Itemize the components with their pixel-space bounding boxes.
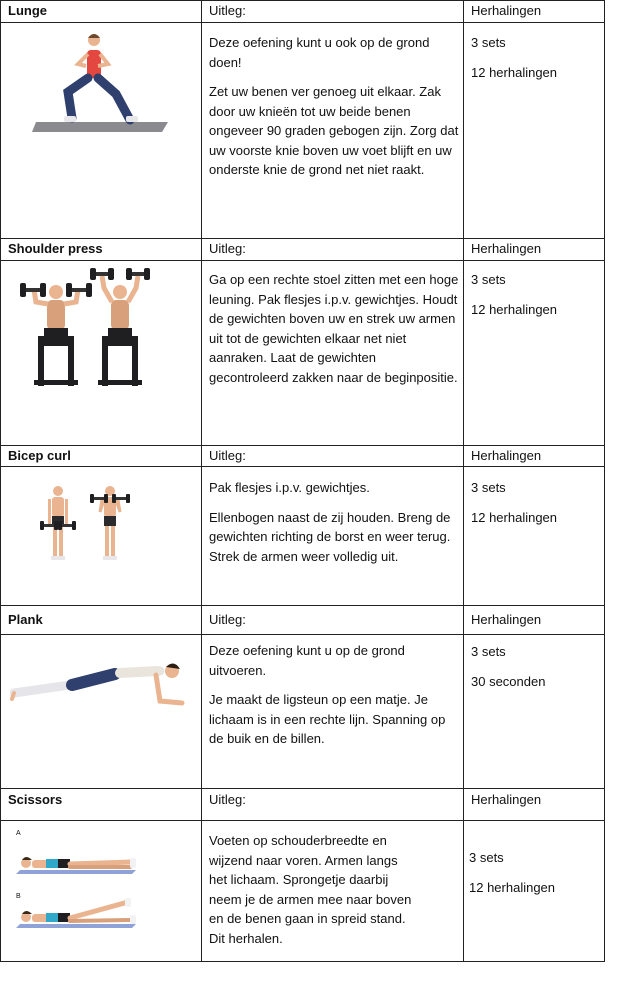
exercise-name: Plank bbox=[8, 612, 43, 627]
figure-label-b: B bbox=[16, 893, 21, 900]
exercise-reps bbox=[471, 642, 545, 702]
reps-header: Herhalingen bbox=[471, 3, 542, 18]
reps-value: 12 herhalingen bbox=[471, 510, 558, 525]
uitleg-header: Uitleg: bbox=[209, 612, 246, 627]
column-divider bbox=[201, 0, 202, 962]
row-divider bbox=[0, 260, 605, 261]
figure-label-a: A bbox=[16, 830, 21, 837]
exercise-name: Bicep curl bbox=[8, 448, 71, 463]
sets-value: 3 sets bbox=[471, 644, 506, 659]
plank-illustration bbox=[10, 655, 190, 713]
exercise-description bbox=[209, 33, 459, 190]
row-divider bbox=[0, 22, 605, 23]
description-paragraph: Zet uw benen ver genoeg uit elkaar. Zak door uw knieën tot uw beide benen ongeveer 90 graden gebogen zijn. Zorg dat uw voorste knie boven uw voet blijft en uw onderste knie de grond net niet raakt. bbox=[209, 84, 459, 177]
exercise-name: Scissors bbox=[8, 792, 63, 807]
row-divider bbox=[0, 466, 605, 467]
scissors-illustration bbox=[12, 842, 142, 932]
reps-header: Herhalingen bbox=[471, 448, 542, 463]
reps-value: 30 seconden bbox=[471, 674, 546, 689]
reps-header: Herhalingen bbox=[471, 241, 542, 256]
reps-header: Herhalingen bbox=[471, 792, 542, 807]
row-divider bbox=[0, 445, 605, 446]
description-paragraph: Ellenbogen naast de zij houden. Breng de gewichten richting de borst en weer terug. Strek de armen weer volledig uit. bbox=[209, 509, 451, 564]
reps-value: 12 herhalingen bbox=[471, 65, 558, 80]
sets-value: 3 sets bbox=[469, 850, 504, 865]
reps-value: 12 herhalingen bbox=[469, 880, 556, 895]
reps-value: 12 herhalingen bbox=[471, 302, 558, 317]
row-divider bbox=[0, 788, 605, 789]
uitleg-header: Uitleg: bbox=[209, 792, 246, 807]
bicep-curl-illustration bbox=[36, 484, 136, 564]
table-border-top bbox=[0, 0, 605, 1]
exercise-reps bbox=[469, 848, 555, 908]
description-paragraph: Pak flesjes i.p.v. gewichtjes. bbox=[209, 480, 370, 495]
description-paragraph: Voeten op schouderbreedte en wijzend naar voren. Armen langs het lichaam. Sprongetje daarbij neem je de armen mee naar boven en de benen gaan in spreid stand. Dit herhalen. bbox=[209, 833, 412, 946]
table-border-bottom bbox=[0, 961, 605, 962]
sets-value: 3 sets bbox=[471, 272, 506, 287]
table-border-right bbox=[604, 0, 605, 962]
row-divider bbox=[0, 238, 605, 239]
lunge-illustration bbox=[30, 30, 175, 138]
shoulder-press-illustration bbox=[14, 268, 152, 392]
uitleg-header: Uitleg: bbox=[209, 241, 246, 256]
exercise-reps bbox=[471, 33, 557, 93]
uitleg-header: Uitleg: bbox=[209, 448, 246, 463]
exercise-name: Lunge bbox=[8, 3, 47, 18]
description-paragraph: Deze oefening kunt u op de grond uitvoeren. bbox=[209, 643, 405, 678]
column-divider bbox=[463, 0, 464, 962]
exercise-name: Shoulder press bbox=[8, 241, 103, 256]
exercise-description bbox=[209, 270, 459, 397]
sets-value: 3 sets bbox=[471, 480, 506, 495]
table-border-left bbox=[0, 0, 1, 962]
description-paragraph: Ga op een rechte stoel zitten met een hoge leuning. Pak flesjes i.p.v. gewichtjes. Houdt de gewichten boven uw en strek uw armen uit tot de gewichten elkaar net niet aanraken. Laat de gewichten gecontroleerd zakken naar de beginpositie. bbox=[209, 272, 459, 385]
description-paragraph: Deze oefening kunt u ook op de grond doen! bbox=[209, 35, 430, 70]
exercise-description bbox=[209, 831, 419, 958]
row-divider bbox=[0, 820, 605, 821]
exercise-description bbox=[209, 478, 459, 576]
exercise-reps bbox=[471, 270, 557, 330]
sets-value: 3 sets bbox=[471, 35, 506, 50]
row-divider bbox=[0, 605, 605, 606]
exercise-description bbox=[209, 641, 459, 759]
reps-header: Herhalingen bbox=[471, 612, 542, 627]
row-divider bbox=[0, 634, 605, 635]
exercise-reps bbox=[471, 478, 557, 538]
description-paragraph: Je maakt de ligsteun op een matje. Je lichaam is in een rechte lijn. Spanning op de buik en de billen. bbox=[209, 692, 446, 746]
uitleg-header: Uitleg: bbox=[209, 3, 246, 18]
